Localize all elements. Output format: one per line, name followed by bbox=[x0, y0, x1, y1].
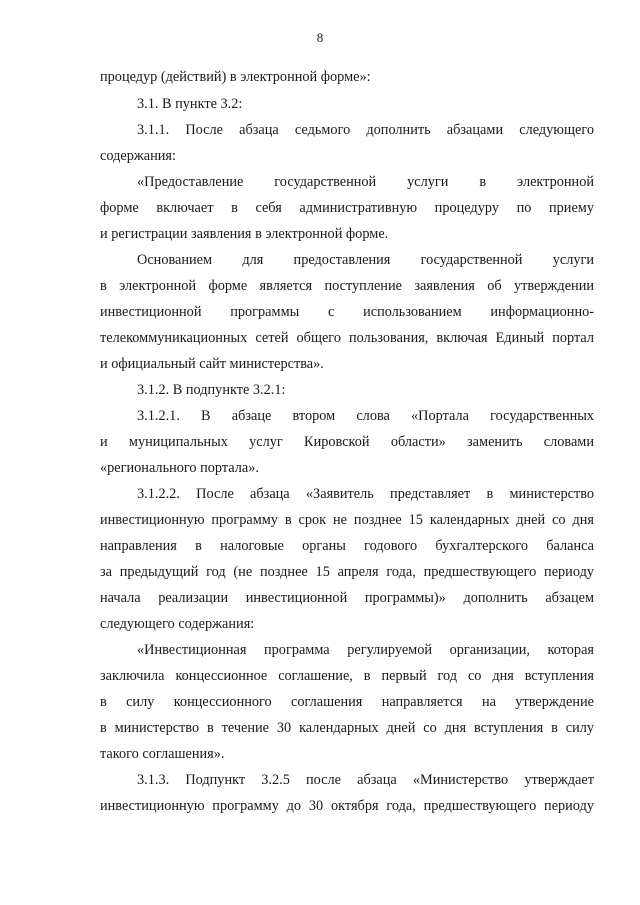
text-line: и регистрации заявления в электронной форме. bbox=[100, 226, 389, 242]
text-line: 3.1.3. Подпункт 3.2.5 после абзаца «Министерство утверждает bbox=[137, 772, 594, 788]
text-line: 3.1.1. После абзаца седьмого дополнить абзацами следующего bbox=[137, 122, 594, 138]
text-line: в министерство в течение 30 календарных дней со дня вступления в силу bbox=[100, 720, 594, 736]
text-line: 3.1.2.2. После абзаца «Заявитель представляет в министерство bbox=[137, 486, 594, 502]
text-line: такого соглашения». bbox=[100, 746, 225, 762]
text-line: «Предоставление государственной услуги в электронной bbox=[137, 174, 594, 190]
text-line: направления в налоговые органы годового бухгалтерского баланса bbox=[100, 538, 594, 554]
text-line: заключила концессионное соглашение, в первый год со дня вступления bbox=[100, 668, 594, 684]
text-line: за предыдущий год (не позднее 15 апреля года, предшествующего периоду bbox=[100, 564, 594, 580]
text-line: телекоммуникационных сетей общего пользования, включая Единый портал bbox=[100, 330, 594, 346]
text-line: инвестиционную программу в срок не позднее 15 календарных дней со дня bbox=[100, 512, 594, 528]
text-line: и официальный сайт министерства». bbox=[100, 356, 324, 372]
text-line: «Инвестиционная программа регулируемой организации, которая bbox=[137, 642, 594, 658]
text-line: в силу концессионного соглашения направляется на утверждение bbox=[100, 694, 594, 710]
text-line: форме включает в себя административную процедуру по приему bbox=[100, 200, 594, 216]
text-line: в электронной форме является поступление заявления об утверждении bbox=[100, 278, 594, 294]
text-line: 3.1.2.1. В абзаце втором слова «Портала государственных bbox=[137, 408, 594, 424]
text-line: Основанием для предоставления государственной услуги bbox=[137, 252, 594, 268]
text-line: 3.1.2. В подпункте 3.2.1: bbox=[137, 382, 286, 398]
text-line: начала реализации инвестиционной программы)» дополнить абзацем bbox=[100, 590, 594, 606]
page-number: 8 bbox=[316, 30, 324, 45]
text-line: инвестиционную программу до 30 октября года, предшествующего периоду bbox=[100, 798, 594, 814]
text-line: инвестиционной программы с использованием информационно- bbox=[100, 304, 594, 320]
text-line: «регионального портала». bbox=[100, 460, 259, 476]
text-line: содержания: bbox=[100, 148, 176, 164]
text-line: следующего содержания: bbox=[100, 616, 255, 632]
text-line: 3.1. В пункте 3.2: bbox=[137, 96, 243, 112]
text-line: процедур (действий) в электронной форме»: bbox=[100, 69, 371, 85]
text-line: и муниципальных услуг Кировской области» заменить словами bbox=[100, 434, 594, 450]
